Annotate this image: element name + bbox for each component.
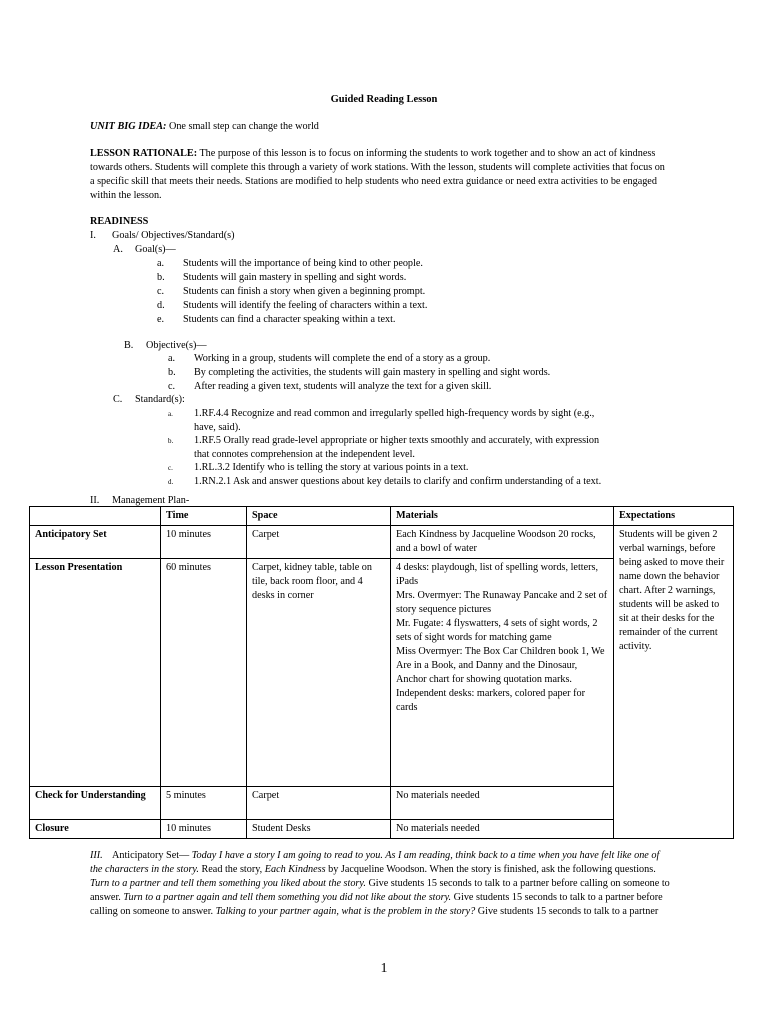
row-time: 60 minutes [161, 559, 247, 787]
list-item [168, 475, 601, 489]
list-text: By completing the activities, the students will gain mastery in spelling and sight words. [194, 367, 551, 378]
list-item [157, 313, 395, 327]
list-text: 1.RL.3.2 Identify who is telling the story at various points in a text. [194, 462, 469, 473]
list-item [168, 434, 599, 448]
row-materials [391, 559, 614, 787]
list-text: Students can finish a story when given a beginning prompt. [183, 286, 426, 297]
list-item [168, 461, 468, 475]
page-title: Guided Reading Lesson [330, 94, 438, 105]
table-row [30, 526, 734, 559]
row-space: Student Desks [247, 820, 391, 839]
list-marker: b. [168, 437, 174, 445]
list-item [157, 285, 425, 299]
objectives-heading: B. Objective(s)— [124, 340, 207, 351]
table-header-cell: Space [247, 507, 391, 526]
list-text-continued: have, said). [194, 421, 241, 433]
list-marker: b. [168, 367, 176, 378]
row-materials: No materials needed [391, 820, 614, 839]
row-time: 10 minutes [161, 820, 247, 839]
list-item [168, 352, 490, 366]
management-plan-table [29, 506, 734, 839]
list-text: Students will identify the feeling of characters within a text. [183, 300, 428, 311]
standards-heading: C. Standard(s): [113, 394, 185, 405]
list-item [168, 407, 594, 421]
materials-line: Miss Overmyer: The Box Car Children book 1, We Are in a Book, and Danny and the Dinosaur, Anchor chart for showing quotation marks. [396, 646, 605, 685]
list-text: Students will gain mastery in spelling and sight words. [183, 272, 407, 283]
row-materials: Each Kindness by Jacqueline Woodson 20 rocks, and a bowl of water [391, 526, 614, 559]
page-number: 1 [380, 961, 388, 976]
list-item [168, 366, 550, 380]
list-marker: e. [157, 314, 165, 325]
unit-big-idea: UNIT BIG IDEA: One small step can change the world [90, 121, 319, 132]
list-text-continued: that connotes comprehension at the independent level. [194, 448, 415, 460]
row-space: Carpet, kidney table, table on tile, back room floor, and 4 desks in corner [247, 559, 391, 787]
table-header-cell: Materials [391, 507, 614, 526]
lesson-rationale: LESSON RATIONALE: The purpose of this lesson is to focus on informing the students to work together and to show an act of kindness towards others. Students will complete this through a variety of work stations. With the lesson, students will complete activities that focus on a specific skill that meets their needs. Stations are modified to help students who need extra guidance or need extra activities to be engaged within the lesson. [90, 148, 665, 201]
table-header-cell: Time [161, 507, 247, 526]
table-header-row [30, 507, 734, 526]
row-space: Carpet [247, 787, 391, 820]
table-header-cell [30, 507, 161, 526]
list-item [157, 257, 423, 271]
table-header-cell: Expectations [614, 507, 734, 526]
list-marker: c. [157, 286, 165, 297]
list-text: 1.RF.4.4 Recognize and read common and irregularly spelled high-frequency words by sight (e.g., [194, 408, 595, 419]
materials-line: Mrs. Overmyer: The Runaway Pancake and 2 set of story sequence pictures [396, 590, 608, 615]
row-label: Check for Understanding [30, 787, 161, 820]
section-ii-heading: II. Management Plan- [90, 495, 190, 506]
row-space: Carpet [247, 526, 391, 559]
materials-line: Mr. Fugate: 4 flyswatters, 4 sets of sight words, 2 sets of sight words for matching game [396, 618, 598, 643]
expectations-cell: Students will be given 2 verbal warnings, before being asked to move their name down the behavior chart. After 2 warnings, students will be asked to sit at their desks for the remainder of the current activity. [614, 526, 734, 839]
goals-heading: A. Goal(s)— [113, 244, 176, 255]
list-marker: a. [157, 258, 165, 269]
list-marker: d. [168, 477, 174, 486]
row-time: 5 minutes [161, 787, 247, 820]
list-item [168, 380, 491, 394]
section-i-heading: I. Goals/ Objectives/Standard(s) [90, 230, 235, 241]
materials-line: 4 desks: playdough, list of spelling words, letters, iPads [396, 562, 599, 587]
list-item [157, 299, 427, 313]
list-text: 1.RF.5 Orally read grade-level appropriate or higher texts smoothly and accurately, with expression [194, 435, 600, 446]
row-time: 10 minutes [161, 526, 247, 559]
list-marker: c. [168, 464, 173, 472]
list-marker: a. [168, 353, 176, 364]
row-materials: No materials needed [391, 787, 614, 820]
list-marker: d. [157, 300, 165, 311]
list-item [157, 271, 406, 285]
list-marker: b. [157, 272, 165, 283]
list-text: After reading a given text, students will analyze the text for a given skill. [194, 381, 492, 392]
list-text: Students will the importance of being kind to other people. [183, 258, 423, 269]
list-text: Working in a group, students will complete the end of a story as a group. [194, 353, 491, 364]
row-label: Anticipatory Set [30, 526, 161, 559]
row-label: Lesson Presentation [30, 559, 161, 787]
readiness-heading: READINESS [90, 216, 149, 227]
list-text: Students can find a character speaking within a text. [183, 314, 396, 325]
row-label: Closure [30, 820, 161, 839]
list-text: 1.RN.2.1 Ask and answer questions about key details to clarify and confirm understanding of a text. [194, 475, 602, 487]
anticipatory-set-section: III. Anticipatory Set— Today I have a story I am going to read to you. As I am reading, think back to a time when you have felt like one of the characters in the story. Read the story, Each Kindness by Jacqueline Woodson. When the story is finished, ask the following questions. Turn to a partner and tell them something you liked about the story. Give students 15 seconds to talk to a partner before calling on someone to answer. Turn to a partner again and tell them something you did not like about the story. Give students 15 seconds to talk to a partner before calling on someone to answer. Talking to your partner again, what is the problem in the story? Give students 15 seconds to talk to a partner [90, 850, 670, 917]
list-marker: c. [168, 381, 176, 392]
materials-line: Independent desks: markers, colored paper for cards [396, 688, 585, 713]
list-marker: a. [168, 410, 173, 418]
